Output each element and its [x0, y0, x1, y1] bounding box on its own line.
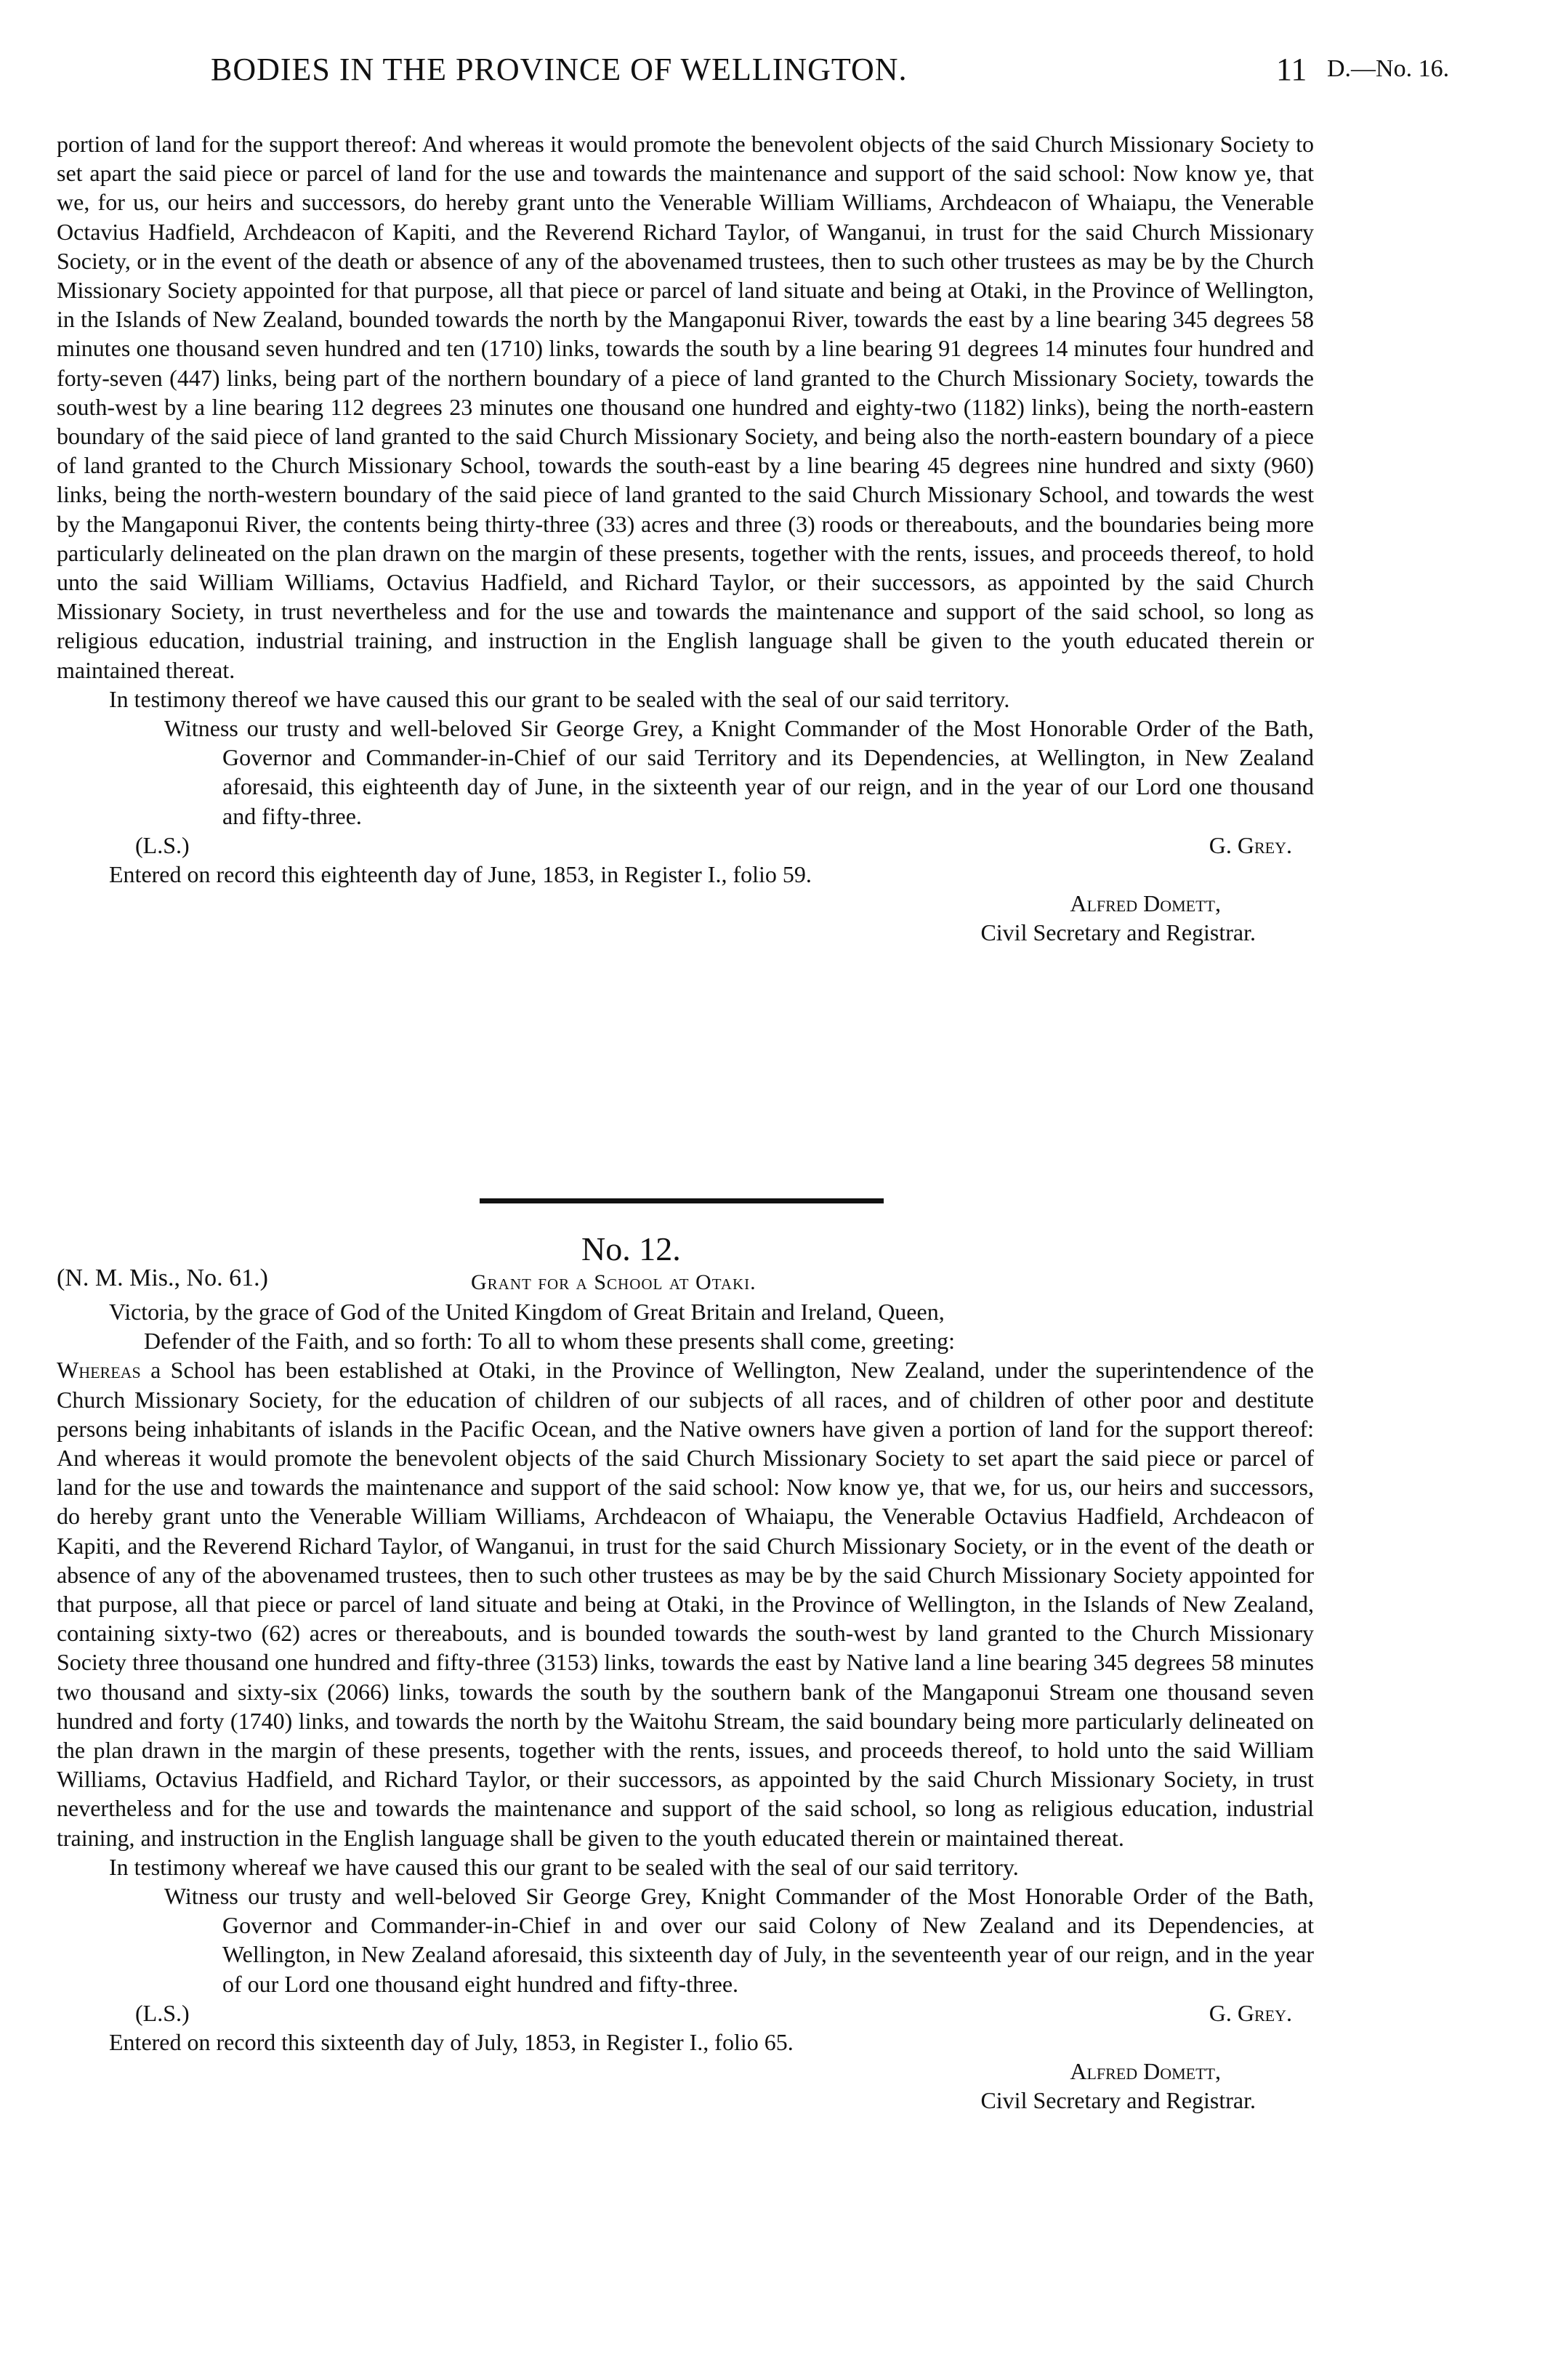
- grant-a-section: [57, 129, 1314, 947]
- grant-b-entered: Entered on record this sixteenth day of July, 1853, in Register I., folio 65.: [109, 2029, 794, 2056]
- grant-b-body: a School has been established at Otaki, in the Province of Wellington, New Zealand, under the superintendence of the Church Missionary Society, for the education of children of our subjects of all races, and of children of other poor and destitute persons being inhabitants of islands in the Pacific Ocean, and the Native owners have given a portion of land for the support thereof: And whereas it would promote the benevolent objects of the said Church Missionary Society to set apart the said piece or parcel of land for the use and towards the maintenance and support of the said school: Now know ye, that we, for us, our heirs and successors, do hereby grant unto the Venerable William Williams, Archdeacon of Whaiapu, the Venerable Octavius Hadfield, Archdeacon of Kapiti, and the Reverend Richard Taylor, of Wanganui, in trust for the said Church Missionary Society, or in the event of the death or absence of any of the abovenamed trustees, then to such other trustees as may be by the said Church Missionary Society appointed for that purpose, all that piece or parcel of land situate and being at Otaki, in the Province of Wellington, in the Islands of New Zealand, containing sixty-two (62) acres or thereabouts, and is bounded towards the south-west by land granted to the Church Missionary Society three thousand one hundred and fifty-three (3153) links, towards the east by Native land a line bearing 345 degrees 58 minutes two thousand and sixty-six (2066) links, towards the south by the southern bank of the Mangaponui Stream one thousand seven hundred and forty (1740) links, and towards the north by the Waitohu Stream, the said boundary being more particularly delineated on the plan drawn in the margin of these presents, together with the rents, issues, and proceeds thereof, to hold unto the said William Williams, Octavius Hadfield, and Richard Taylor, or their successors, as appointed by the said Church Missionary Society, in trust nevertheless and for the use and towards the maintenance and support of the said school, so long as religious education, industrial training, and instruction in the English language shall be given to the youth educated therein or maintained thereat.: [57, 1357, 1315, 1851]
- misc-reference: (N. M. Mis., No. 61.): [57, 1264, 268, 1291]
- grant-number: No. 12.: [581, 1230, 681, 1267]
- grant-a-testimony: In testimony thereof we have caused this our grant to be sealed with the seal of our said territory.: [109, 685, 1010, 712]
- grant-b-section: [57, 1297, 1314, 2115]
- grant-a-witness: Witness our trusty and well-beloved Sir George Grey, a Knight Commander of the Most Honorable Order of the Bath, Governor and Commander-in-Chief of our said Territory and its Dependencies, at Wellington, in New Zealand aforesaid, this eighteenth day of June, in the sixteenth year of our reign, and in the year of our Lord one thousand and fifty-three.: [164, 715, 1314, 829]
- grant-b-signatory-name: Alfred Domett,: [1070, 2058, 1221, 2085]
- grant-a-signatory-title: Civil Secretary and Registrar.: [980, 919, 1256, 946]
- page-number: 11: [1276, 52, 1307, 87]
- document-reference: D.—No. 16.: [1327, 55, 1450, 82]
- grant-b-body-paragraph: [57, 1355, 1314, 1852]
- grant-b-seal-line: [57, 1998, 1314, 2028]
- grant-a-signature: [57, 889, 1314, 947]
- grant-b-preamble: Victoria, by the grace of God of the United Kingdom of Great Britain and Ireland, Queen,: [109, 1299, 945, 1325]
- grant-a-entered: Entered on record this eighteenth day of June, 1853, in Register I., folio 59.: [109, 861, 812, 888]
- section-divider: [480, 1198, 884, 1203]
- grant-b-testimony: In testimony whereaf we have caused this our grant to be sealed with the seal of our said territory.: [109, 1853, 1019, 1880]
- grant-a-seal-line: [57, 831, 1314, 860]
- grant-b-signature: [57, 2057, 1314, 2115]
- grant-a-body: portion of land for the support thereof: And whereas it would promote the benevolent objects of the said Church Missionary Society to set apart the said piece or parcel of land for the use and towards the maintenance and support of the said school: Now know ye, that we, for us, our heirs and successors, do hereby grant unto the Venerable William Williams, Archdeacon of Whaiapu, the Venerable Octavius Hadfield, Archdeacon of Kapiti, and the Reverend Richard Taylor, of Wanganui, in trust for the said Church Missionary Society, or in the event of the death or absence of any of the abovenamed trustees, then to such other trustees as may be by the Church Missionary Society appointed for that purpose, all that piece or parcel of land situate and being at Otaki, in the Province of Wellington, in the Islands of New Zealand, bounded towards the north by the Mangaponui River, towards the east by a line bearing 345 degrees 58 minutes one thousand seven hundred and ten (1710) links, towards the south by a line bearing 91 degrees 14 minutes four hundred and forty-seven (447) links, being part of the northern boundary of a piece of land granted to the Church Missionary Society, towards the south-west by a line bearing 112 degrees 23 minutes one thousand one hundred and eighty-two (1182) links), being the north-eastern boundary of the said piece of land granted to the said Church Missionary Society, and being also the north-eastern boundary of a piece of land granted to the Church Missionary School, towards the south-east by a line bearing 45 degrees nine hundred and sixty (960) links, being the north-western boundary of the said piece of land granted to the said Church Missionary School, and towards the west by the Mangaponui River, the contents being thirty-three (33) acres and three (3) roods or thereabouts, and the boundaries being more particularly delineated on the plan drawn on the margin of these presents, together with the rents, issues, and proceeds thereof, to hold unto the said William Williams, Octavius Hadfield, and Richard Taylor, or their successors, as appointed by the said Church Missionary Society, in trust nevertheless and for the use and towards the maintenance and support of the said school, so long as religious education, industrial training, and instruction in the English language shall be given to the youth educated therein or maintained thereat.: [57, 131, 1314, 683]
- grant-b-preamble-continued: Defender of the Faith, and so forth: To all to whom these presents shall come, greeting:: [144, 1328, 955, 1355]
- grant-a-seal: (L.S.): [135, 831, 190, 858]
- grant-b-witness: Witness our trusty and well-beloved Sir George Grey, Knight Commander of the Most Honorable Order of the Bath, Governor and Commander-in-Chief in and over our said Colony of New Zealand and its Dependencies, at Wellington, in New Zealand aforesaid, this sixteenth day of July, in the seventeenth year of our reign, and in the year of our Lord one thousand eight hundred and fifty-three.: [164, 1883, 1314, 1997]
- grant-b-whereas: Whereas: [57, 1357, 141, 1384]
- grant-a-governor: G. Grey.: [1209, 831, 1292, 858]
- grant-b-seal: (L.S.): [135, 1999, 190, 2026]
- grant-b-governor: G. Grey.: [1209, 1999, 1292, 2026]
- running-title: BODIES IN THE PROVINCE OF WELLINGTON.: [211, 52, 908, 87]
- grant-a-signatory-name: Alfred Domett,: [1070, 890, 1221, 917]
- grant-b-signatory-title: Civil Secretary and Registrar.: [980, 2087, 1256, 2114]
- grant-title: Grant for a School at Otaki.: [471, 1270, 757, 1294]
